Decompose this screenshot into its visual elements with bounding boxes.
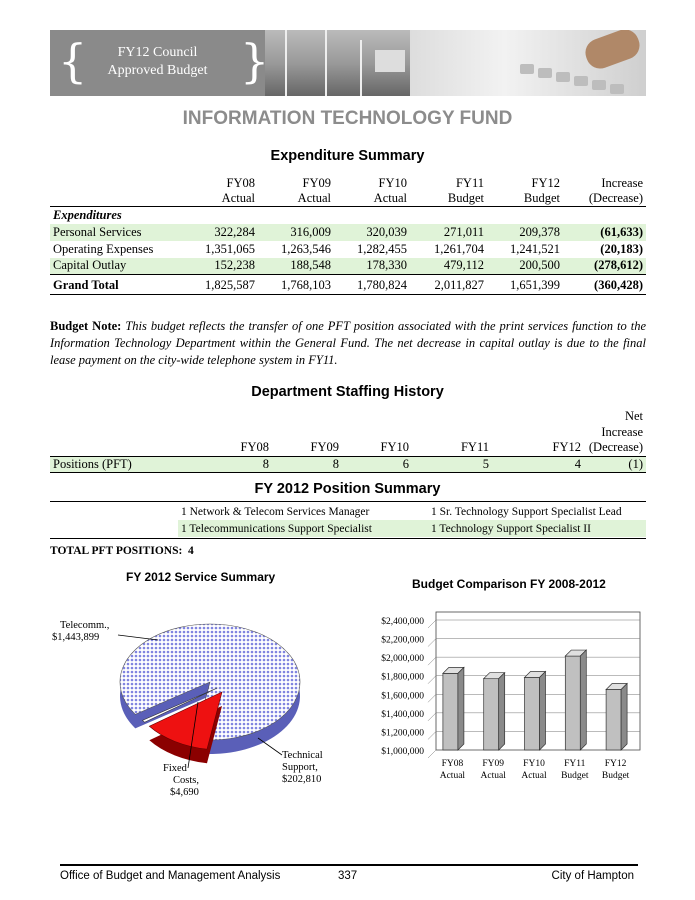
x-tick-label: Actual xyxy=(439,771,466,781)
bar-side xyxy=(499,673,505,750)
gridline-depth xyxy=(428,657,436,665)
position-summary-title: FY 2012 Position Summary xyxy=(254,481,441,497)
footer-city: City of Hampton xyxy=(551,870,634,882)
gridline-depth xyxy=(428,639,436,647)
gridline-depth xyxy=(428,750,436,758)
bar xyxy=(565,656,580,750)
table-row: Personal Services 322,284 316,009 320,039 271,011 209,378 (61,633) xyxy=(50,224,646,241)
y-tick-label: $1,400,000 xyxy=(381,709,424,720)
pie-chart-title: FY 2012 Service Summary xyxy=(126,570,276,584)
grand-total-row: Grand Total 1,825,587 1,768,103 1,780,824 2,011,827 1,651,399 (360,428) xyxy=(53,278,643,293)
x-tick-label: Actual xyxy=(521,771,547,781)
pie-label: $4,690 xyxy=(170,787,199,798)
bar-chart-x-axis xyxy=(440,759,630,781)
pie-label: $202,810 xyxy=(282,774,322,785)
brace-right: } xyxy=(240,34,270,88)
staffing-table: Net Increase FY08 FY09 FY10 FY11 FY12 (Decrease) Positions (PFT) 8 8 6 5 4 (1) xyxy=(50,408,646,473)
y-tick-label: $1,800,000 xyxy=(381,672,424,683)
bar-side xyxy=(621,684,627,750)
x-tick-label: FY12 xyxy=(604,759,627,769)
expenditure-summary-title: Expenditure Summary xyxy=(270,148,425,164)
x-tick-label: Actual xyxy=(480,771,506,781)
divider xyxy=(50,501,646,502)
total-positions: TOTAL PFT POSITIONS: 4 xyxy=(50,545,194,557)
pie-chart xyxy=(50,590,350,810)
x-tick-label: FY11 xyxy=(564,759,586,769)
gridline-depth xyxy=(428,620,436,628)
banner-title: FY12 Council Approved Budget xyxy=(107,45,208,78)
position-summary-table xyxy=(178,503,646,537)
table-row: Positions (PFT) 8 8 6 5 4 (1) xyxy=(50,456,646,472)
budget-note-text: This budget reflects the transfer of one PFT position associated with the print services function to the Information Technology Department within the General Fund. The net decrease in capital outlay is due to the final lease payment on the city-wide telephone system in FY11. xyxy=(50,319,647,367)
brace-left: { xyxy=(58,34,88,88)
y-tick-label: $2,400,000 xyxy=(381,617,424,627)
bar xyxy=(443,673,458,750)
pie-label: $1,443,899 xyxy=(52,632,100,643)
header-banner xyxy=(50,30,646,96)
table-row: Operating Expenses 1,351,065 1,263,546 1,282,455 1,261,704 1,241,521 (20,183) xyxy=(53,241,643,256)
expenditure-header-row: FY08 Actual FY09 Actual FY10 Actual FY11 Budget FY12 Budget Increase (Decrease) xyxy=(50,176,646,207)
pie-label: Telecomm., xyxy=(60,620,110,631)
table-row: Capital Outlay 152,238 188,548 178,330 479,112 200,500 (278,612) xyxy=(50,258,646,275)
leader-line xyxy=(258,738,282,755)
bar xyxy=(525,677,540,750)
x-tick-label: FY08 xyxy=(441,759,464,769)
x-tick-label: FY10 xyxy=(523,759,545,769)
gridline-depth xyxy=(428,694,436,702)
pie-label: Support, xyxy=(282,762,318,773)
page-title: INFORMATION TECHNOLOGY FUND xyxy=(182,108,513,129)
page-footer xyxy=(60,864,638,882)
footer-office: Office of Budget and Management Analysis xyxy=(60,870,281,882)
y-tick-label: $1,600,000 xyxy=(381,691,424,702)
pie-label: Technical xyxy=(282,750,323,761)
table-row: 1 Network & Telecom Services Manager 1 Sr. Technology Support Specialist Lead xyxy=(181,505,622,518)
bar xyxy=(606,690,621,750)
x-tick-label: Budget xyxy=(561,771,589,781)
bar-chart-y-axis xyxy=(381,616,424,757)
divider xyxy=(50,538,646,539)
expenditure-section-row: Expenditures xyxy=(53,207,122,222)
gridline-depth xyxy=(428,731,436,739)
footer-page-number: 337 xyxy=(338,870,358,882)
budget-note xyxy=(50,318,646,369)
pie-label: Fixed xyxy=(163,763,187,774)
bar-side xyxy=(580,650,586,750)
staffing-history-title: Department Staffing History xyxy=(251,384,444,400)
bar-chart-title: Budget Comparison FY 2008-2012 xyxy=(412,577,606,591)
y-tick-label: $2,200,000 xyxy=(381,635,424,646)
pie-label: Costs, xyxy=(173,775,199,786)
y-tick-label: $2,000,000 xyxy=(381,654,424,665)
x-tick-label: Budget xyxy=(601,771,630,781)
x-tick-label: FY09 xyxy=(482,759,505,769)
bar-side xyxy=(540,671,546,750)
bar-chart-bars xyxy=(443,650,627,750)
bar-chart xyxy=(360,600,650,800)
y-tick-label: $1,200,000 xyxy=(381,728,424,739)
bar-side xyxy=(458,667,464,750)
table-row: 1 Telecommunications Support Specialist 1 Technology Support Specialist II xyxy=(178,520,646,537)
y-tick-label: $1,000,000 xyxy=(381,747,424,757)
staffing-header-row: FY08 FY09 FY10 FY11 FY12 (Decrease) xyxy=(50,440,646,456)
gridline-depth xyxy=(428,713,436,721)
expenditure-table xyxy=(50,176,646,297)
banner-photo-marina xyxy=(265,30,410,96)
bar xyxy=(484,679,499,750)
divider xyxy=(50,294,646,295)
budget-note-label: Budget Note: xyxy=(50,319,122,333)
gridline-depth xyxy=(428,676,436,684)
banner-photo-keyboard xyxy=(410,30,646,96)
